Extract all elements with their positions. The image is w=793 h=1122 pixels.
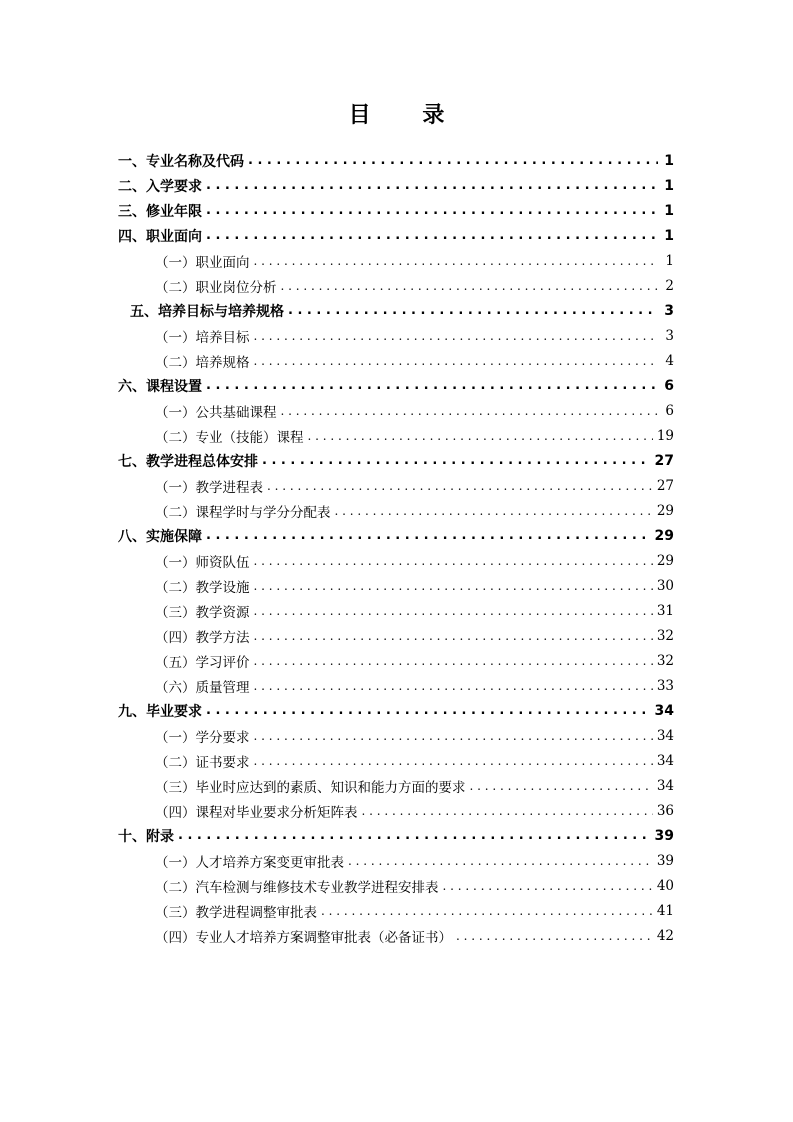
toc-chapter-entry[interactable] — [118, 373, 674, 398]
toc-page-number: 1 — [664, 227, 674, 244]
toc-dot-leader — [308, 427, 653, 445]
toc-page-number: 33 — [656, 677, 674, 694]
toc-dot-leader — [254, 677, 653, 695]
toc-page-number: 6 — [664, 377, 674, 394]
toc-dot-leader — [254, 627, 653, 645]
toc-entry-label: （二）汽车检测与维修技术专业教学进程安排表 — [155, 879, 439, 896]
toc-entry-label: （一）培养目标 — [155, 329, 250, 346]
toc-page-number: 4 — [665, 352, 674, 369]
toc-section-entry[interactable] — [118, 348, 674, 373]
toc-page-number: 1 — [664, 177, 674, 194]
toc-section-entry[interactable] — [118, 923, 674, 948]
toc-section-entry[interactable] — [118, 473, 674, 498]
toc-entry-label: （三）教学资源 — [155, 604, 250, 621]
toc-section-entry[interactable] — [118, 798, 674, 823]
toc-dot-leader — [206, 377, 658, 395]
toc-section-entry[interactable] — [118, 723, 674, 748]
toc-entry-label: 七、教学进程总体安排 — [118, 453, 258, 470]
toc-dot-leader — [348, 852, 653, 870]
toc-dot-leader — [254, 752, 653, 770]
toc-page-number: 40 — [656, 877, 674, 894]
toc-entry-label: （四）专业人才培养方案调整审批表（必备证书） — [155, 929, 452, 946]
toc-entry-label: 八、实施保障 — [118, 528, 202, 545]
toc-chapter-entry[interactable] — [118, 823, 674, 848]
toc-entry-label: （一）教学进程表 — [155, 479, 263, 496]
toc-dot-leader — [206, 527, 651, 545]
table-of-contents — [118, 148, 674, 948]
toc-section-entry[interactable] — [118, 648, 674, 673]
toc-dot-leader — [267, 477, 653, 495]
toc-page-number: 30 — [656, 577, 674, 594]
toc-dot-leader — [254, 252, 659, 270]
toc-section-entry[interactable] — [118, 248, 674, 273]
toc-page-number: 42 — [656, 927, 674, 944]
toc-chapter-entry[interactable] — [118, 198, 674, 223]
toc-dot-leader — [254, 552, 653, 570]
toc-dot-leader — [470, 777, 653, 795]
toc-page-number: 19 — [656, 427, 674, 444]
toc-page-number: 6 — [665, 402, 674, 419]
toc-page-number: 1 — [664, 202, 674, 219]
toc-section-entry[interactable] — [118, 498, 674, 523]
toc-entry-label: 九、毕业要求 — [118, 703, 202, 720]
toc-section-entry[interactable] — [118, 598, 674, 623]
toc-chapter-entry[interactable] — [118, 448, 674, 473]
toc-page-number: 32 — [656, 652, 674, 669]
toc-page-number: 2 — [665, 277, 674, 294]
toc-section-entry[interactable] — [118, 873, 674, 898]
page-title: 目 录 — [348, 103, 467, 128]
toc-dot-leader — [262, 452, 651, 470]
toc-section-entry[interactable] — [118, 423, 674, 448]
toc-section-entry[interactable] — [118, 273, 674, 298]
toc-page-number: 3 — [665, 327, 674, 344]
toc-page-number: 34 — [654, 702, 674, 719]
toc-section-entry[interactable] — [118, 773, 674, 798]
toc-entry-label: （一）人才培养方案变更审批表 — [155, 854, 344, 871]
toc-chapter-entry[interactable] — [118, 298, 674, 323]
toc-section-entry[interactable] — [118, 623, 674, 648]
toc-dot-leader — [206, 202, 658, 220]
toc-chapter-entry[interactable] — [118, 523, 674, 548]
toc-dot-leader — [254, 602, 653, 620]
toc-page-number: 36 — [656, 802, 674, 819]
toc-entry-label: 二、入学要求 — [118, 178, 202, 195]
toc-entry-label: 三、修业年限 — [118, 203, 202, 220]
toc-entry-label: （六）质量管理 — [155, 679, 250, 696]
toc-entry-label: 五、培养目标与培养规格 — [130, 303, 284, 320]
toc-dot-leader — [206, 227, 658, 245]
toc-page-number: 39 — [656, 852, 674, 869]
toc-page-number: 29 — [654, 527, 674, 544]
toc-entry-label: （五）学习评价 — [155, 654, 250, 671]
toc-entry-label: （一）公共基础课程 — [155, 404, 277, 421]
toc-entry-label: （一）师资队伍 — [155, 554, 250, 571]
toc-entry-label: 十、附录 — [118, 828, 174, 845]
toc-section-entry[interactable] — [118, 673, 674, 698]
toc-dot-leader — [281, 277, 659, 295]
toc-page-number: 29 — [656, 502, 674, 519]
toc-page-number: 41 — [656, 902, 674, 919]
toc-page-number: 34 — [656, 777, 674, 794]
toc-section-entry[interactable] — [118, 323, 674, 348]
toc-dot-leader — [254, 327, 659, 345]
toc-entry-label: （四）教学方法 — [155, 629, 250, 646]
toc-entry-label: （一）职业面向 — [155, 254, 250, 271]
toc-entry-label: 六、课程设置 — [118, 378, 202, 395]
toc-entry-label: 四、职业面向 — [118, 228, 202, 245]
toc-entry-label: （二）教学设施 — [155, 579, 250, 596]
toc-dot-leader — [288, 302, 658, 320]
toc-section-entry[interactable] — [118, 398, 674, 423]
toc-chapter-entry[interactable] — [118, 698, 674, 723]
toc-chapter-entry[interactable] — [118, 173, 674, 198]
toc-page-number: 3 — [664, 302, 674, 319]
toc-page-number: 39 — [654, 827, 674, 844]
toc-dot-leader — [443, 877, 653, 895]
toc-entry-label: （一）学分要求 — [155, 729, 250, 746]
toc-entry-label: （三）教学进程调整审批表 — [155, 904, 317, 921]
toc-entry-label: （二）专业（技能）课程 — [155, 429, 304, 446]
toc-chapter-entry[interactable] — [118, 223, 674, 248]
toc-dot-leader — [321, 902, 653, 920]
toc-page-number: 1 — [665, 252, 674, 269]
toc-dot-leader — [335, 502, 653, 520]
toc-dot-leader — [254, 727, 653, 745]
toc-entry-label: 一、专业名称及代码 — [118, 153, 244, 170]
toc-page-number: 27 — [656, 477, 674, 494]
toc-dot-leader — [206, 177, 658, 195]
toc-dot-leader — [456, 927, 653, 945]
toc-section-entry[interactable] — [118, 748, 674, 773]
toc-page-number: 32 — [656, 627, 674, 644]
toc-entry-label: （二）职业岗位分析 — [155, 279, 277, 296]
toc-section-entry[interactable] — [118, 898, 674, 923]
toc-dot-leader — [178, 827, 651, 845]
toc-entry-label: （二）证书要求 — [155, 754, 250, 771]
toc-dot-leader — [254, 652, 653, 670]
toc-dot-leader — [206, 702, 651, 720]
toc-section-entry[interactable] — [118, 848, 674, 873]
toc-section-entry[interactable] — [118, 573, 674, 598]
toc-dot-leader — [281, 402, 659, 420]
toc-page-number: 34 — [656, 727, 674, 744]
toc-chapter-entry[interactable] — [118, 148, 674, 173]
toc-dot-leader — [254, 577, 653, 595]
toc-dot-leader — [248, 152, 658, 170]
toc-page-number: 1 — [664, 152, 674, 169]
toc-entry-label: （四）课程对毕业要求分析矩阵表 — [155, 804, 358, 821]
toc-page-number: 27 — [654, 452, 674, 469]
toc-dot-leader — [254, 352, 659, 370]
toc-page-number: 29 — [656, 552, 674, 569]
toc-entry-label: （三）毕业时应达到的素质、知识和能力方面的要求 — [155, 779, 466, 796]
toc-dot-leader — [362, 802, 653, 820]
toc-entry-label: （二）课程学时与学分分配表 — [155, 504, 331, 521]
toc-page-number: 31 — [656, 602, 674, 619]
toc-page-number: 34 — [656, 752, 674, 769]
toc-entry-label: （二）培养规格 — [155, 354, 250, 371]
toc-section-entry[interactable] — [118, 548, 674, 573]
